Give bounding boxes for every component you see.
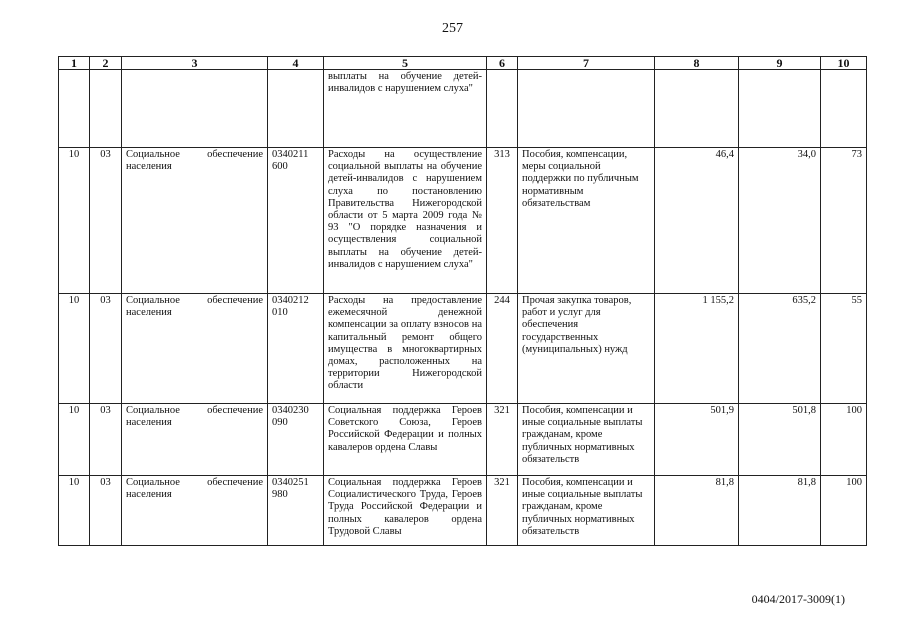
document-code: 0404/2017-3009(1) bbox=[751, 592, 845, 606]
cell-target-code bbox=[268, 294, 324, 404]
cell-section-name: Социальное обеспечение населения bbox=[122, 476, 268, 546]
cell-expense-type-name: Пособия, компенсации и иные социальные выплаты гражданам, кроме публичных нормативных обязательств bbox=[518, 404, 655, 476]
cell-section-name: Социальное обеспечение населения bbox=[122, 294, 268, 404]
header-row bbox=[59, 57, 867, 70]
cell-amount-actual: 81,8 bbox=[739, 476, 821, 546]
cell-amount-plan: 46,4 bbox=[655, 148, 739, 294]
cell-target-code bbox=[268, 476, 324, 546]
cell-percent: 73 bbox=[821, 148, 867, 294]
table-row bbox=[59, 148, 867, 294]
cell-expense-name: Социальная поддержка Героев Советского Союза, Героев Российской Федерации и полных кавалеров ордена Славы bbox=[324, 404, 487, 476]
column-header: 2 bbox=[90, 57, 122, 70]
cell-amount-actual: 34,0 bbox=[739, 148, 821, 294]
table-row bbox=[59, 476, 867, 546]
column-header: 8 bbox=[655, 57, 739, 70]
cell-subsection: 03 bbox=[90, 476, 122, 546]
cell-amount-plan: 1 155,2 bbox=[655, 294, 739, 404]
cell-expense-name: Расходы на предоставление ежемесячной денежной компенсации за оплату взносов на капитальный ремонт общего имущества в многоквартирных домах, расположенных на территории Нижегородской области bbox=[324, 294, 487, 404]
page-number: 257 bbox=[442, 21, 463, 36]
cell-subsection: 03 bbox=[90, 148, 122, 294]
cell-expense-name: выплаты на обучение детей-инвалидов с нарушением слуха" bbox=[324, 70, 487, 148]
cell-expense-type-name: Пособия, компенсации, меры социальной поддержки по публичным нормативным обязательствам bbox=[518, 148, 655, 294]
cell-target-code bbox=[268, 148, 324, 294]
target-code-part: 980 bbox=[272, 489, 288, 501]
cell-amount-plan: 501,9 bbox=[655, 404, 739, 476]
column-header: 4 bbox=[268, 57, 324, 70]
target-code-part: 0340212 bbox=[272, 295, 309, 306]
target-code-part: 0340251 bbox=[272, 477, 309, 488]
cell-subsection: 03 bbox=[90, 294, 122, 404]
cell-expense-name: Расходы на осуществление социальной выплаты на обучение детей-инвалидов с нарушением слуха по постановлению Правительства Нижегородской области от 5 марта 2009 года № 93 "О порядке назначения и осуществления социальной выплаты на обучение детей-инвалидов с нарушением слуха" bbox=[324, 148, 487, 294]
cell-percent: 55 bbox=[821, 294, 867, 404]
cell-expense-name: Социальная поддержка Героев Социалистического Труда, Героев Труда Российской Федерации и полных кавалеров ордена Трудовой Славы bbox=[324, 476, 487, 546]
cell-expense-type: 313 bbox=[487, 148, 518, 294]
target-code-part: 010 bbox=[272, 307, 288, 319]
cell-target-code bbox=[268, 404, 324, 476]
cell-percent: 100 bbox=[821, 404, 867, 476]
column-header: 5 bbox=[324, 57, 487, 70]
column-header: 3 bbox=[122, 57, 268, 70]
column-header: 9 bbox=[739, 57, 821, 70]
cell-expense-type-name: Прочая закупка товаров, работ и услуг для обеспечения государственных (муниципальных) нужд bbox=[518, 294, 655, 404]
cell-subsection: 03 bbox=[90, 404, 122, 476]
cell-amount-actual: 501,8 bbox=[739, 404, 821, 476]
target-code-part: 0340211 bbox=[272, 149, 309, 160]
cell-expense-type: 321 bbox=[487, 404, 518, 476]
cell-expense-type: 244 bbox=[487, 294, 518, 404]
cell-percent: 100 bbox=[821, 476, 867, 546]
cell-section-name: Социальное обеспечение населения bbox=[122, 148, 268, 294]
cell-section: 10 bbox=[59, 294, 90, 404]
target-code-part: 0340230 bbox=[272, 405, 309, 416]
column-header: 7 bbox=[518, 57, 655, 70]
target-code-part: 600 bbox=[272, 161, 288, 173]
cell-amount-actual: 635,2 bbox=[739, 294, 821, 404]
column-header: 6 bbox=[487, 57, 518, 70]
cell-section: 10 bbox=[59, 404, 90, 476]
cell-section-name: Социальное обеспечение населения bbox=[122, 404, 268, 476]
table-row bbox=[59, 294, 867, 404]
table-row bbox=[59, 404, 867, 476]
column-header: 1 bbox=[59, 57, 90, 70]
cell-section: 10 bbox=[59, 148, 90, 294]
cell-amount-plan: 81,8 bbox=[655, 476, 739, 546]
target-code-part: 090 bbox=[272, 417, 288, 429]
table-row-continuation bbox=[59, 70, 867, 148]
cell-expense-type-name: Пособия, компенсации и иные социальные выплаты гражданам, кроме публичных нормативных обязательств bbox=[518, 476, 655, 546]
cell-expense-type: 321 bbox=[487, 476, 518, 546]
column-header: 10 bbox=[821, 57, 867, 70]
budget-table bbox=[58, 56, 867, 546]
cell-section: 10 bbox=[59, 476, 90, 546]
